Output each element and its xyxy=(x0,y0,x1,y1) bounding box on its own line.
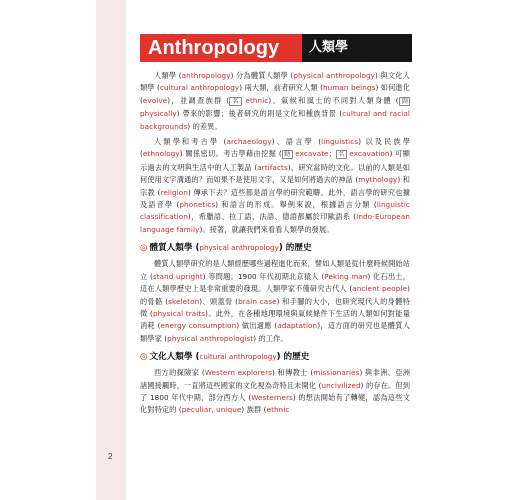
english-term: physically xyxy=(140,109,177,119)
section-en: cultural anthropology xyxy=(199,352,277,362)
part-of-speech-badge: 動 xyxy=(283,151,291,159)
section-heading-physical xyxy=(140,242,410,254)
chapter-header xyxy=(140,34,412,62)
english-term: cultural anthropology xyxy=(159,83,240,93)
page-number: 2 xyxy=(108,452,113,461)
section-heading-cultural xyxy=(140,351,410,363)
section-en: physical anthropology xyxy=(199,243,279,253)
english-term: artifacts xyxy=(257,162,288,172)
english-term: ethnic xyxy=(245,95,269,105)
english-term: Westerners xyxy=(251,392,293,402)
paragraph-2: 人類學和考古學 (archaeology)、語言學 (linguistics) 以及民族學 (ethnology) 關係密切。考古學藉由挖掘 ( 動 excavate； 名 excavation) 可顯示過去的文明與生活中的人工製品 (artifacts)，研究當時的文化。以前的人類是如何使用文字溝通的？而如果不是使用文字，又是如何將過去的神話 (mythology) 和宗教 (religion) 傳承下去？這些都是語言學的研究範疇。此外，語言學的研究也擴及語音學 (phonetics) 和語言的形成。舉例來說，根據語言分類 (linguistic classification)，希臘語、拉丁語、法語、德語都屬於印歐語系 (Indo-European language family)。接著，就讓我們來看看人類學的發展。 xyxy=(140,137,411,234)
english-term: archaeology xyxy=(226,137,272,147)
english-term: evolve xyxy=(142,95,168,105)
english-term: excavate xyxy=(295,149,329,159)
part-of-speech-badge: 副 xyxy=(400,97,408,105)
margin-strip xyxy=(96,0,126,500)
paragraph-4: 西方的探險家 (Western explorers) 和傳教士 (missionaries) 與非洲、亞洲諸國接觸時，一直將這些國家的文化視為奇特且未開化 (uncivilized) 的存在。但到了 1800 年代中期，部分西方人 (Westerners) 的想法開始有了轉變，認為這些文化對特定的 (peculiar, unique) 族群 (ethnic xyxy=(140,368,411,415)
section-zh: 體質人類學 ( xyxy=(149,243,200,254)
part-of-speech-badge: 名 xyxy=(337,151,345,159)
english-term: missionaries xyxy=(313,368,360,378)
english-term: adaptation xyxy=(277,321,318,331)
english-term: physical anthropologist xyxy=(167,333,254,343)
english-term: ethnic xyxy=(266,405,290,415)
english-term: brain case xyxy=(238,296,277,306)
bullet-icon: ◎ xyxy=(140,352,148,363)
english-term: linguistic classification xyxy=(140,200,410,222)
section-zh: 文化人類學 ( xyxy=(149,352,200,363)
paragraph-1: 人類學 (anthropology) 分為體質人類學 (physical anthropology) 與文化人類學 (cultural anthropology) 兩大類，前者研究人類 (human beings) 如何進化 (evolve)，並調查族群 ( 名 ethnic)、氣候和風土的不同對人類身體 ( 副 physically) 帶來的影響；後者研究的則是文化和種族背景 (cultural and racial backgrounds) 的差異。 xyxy=(140,71,410,131)
english-term: linguistics xyxy=(321,137,359,147)
english-term: excavation xyxy=(349,149,390,159)
english-term: human beings xyxy=(323,83,376,93)
section-zh: ) 的歷史 xyxy=(276,352,310,363)
english-term: ethnology xyxy=(142,149,180,159)
english-term: Indo-European language family xyxy=(140,212,410,234)
english-term: mythology xyxy=(358,175,398,185)
english-term: ancient people xyxy=(352,284,408,294)
english-term: Western explorers xyxy=(204,368,272,378)
english-title: Anthropology xyxy=(140,34,302,62)
english-term: stand upright xyxy=(152,271,203,281)
part-of-speech-badge: 名 xyxy=(231,97,240,105)
paragraph-3: 體質人類學研究的是人類經歷哪些過程進化而來，譬如人類是從什麼時候開始站立 (stand upright) 等問題。1900 年代初期北京猿人 (Peking man) 化石出土，這在人類學歷史上是非常重要的發現。人類學家不僅研究古代人 (ancient people) 的骨骼 (skeleton)、頭蓋骨 (brain case) 和手腳的大小，也研究現代人的身體特徵 (physical traits)。此外，在各種地理環境與氣候條件下生活的人類如何對能量消耗 (energy consumption) 做出適應 (adaptation)，這方面的研究也是體質人類學家 (physical anthropologist) 的工作。 xyxy=(140,259,411,343)
english-term: uncivilized xyxy=(321,380,361,390)
english-term: skeleton xyxy=(168,296,200,306)
section-zh: ) 的歷史 xyxy=(278,243,312,254)
english-term: energy consumption xyxy=(160,321,237,331)
english-term: anthropology xyxy=(181,71,231,80)
english-term: religion xyxy=(160,187,188,197)
english-term: physical traits xyxy=(152,308,206,318)
english-term: phonetics xyxy=(179,200,216,210)
bullet-icon: ◎ xyxy=(140,243,148,254)
english-term: cultural and racial backgrounds xyxy=(140,109,410,131)
main-text xyxy=(140,70,410,420)
chinese-title: 人類學 xyxy=(302,34,412,62)
english-term: physical anthropology xyxy=(293,71,376,80)
english-term: Peking man xyxy=(324,271,368,281)
english-term: peculiar, unique xyxy=(181,405,242,415)
